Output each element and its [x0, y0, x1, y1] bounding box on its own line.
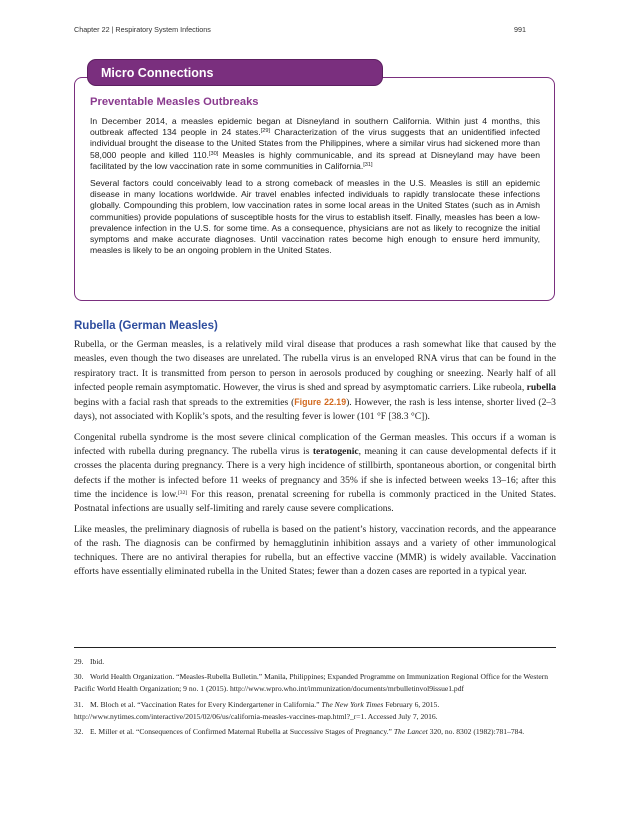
section-heading: Rubella (German Measles): [74, 320, 218, 332]
footnote: [74, 699, 556, 723]
body-text: Rubella, or the German measles, is a relatively mild viral disease that produces a rash somewhat like that caused by the measles, even though the two diseases are unrelated. The rubella virus is an enveloped RNA virus that can be found in the respiratory tract. It is transmitted from person to person in aerosols produced by coughing or sneezing. Nearly half of all infected people remain asymptomatic. However, the virus is shed and spread by asymptomatic carriers. Like rubeola,: [74, 339, 556, 393]
footnote-number: 31.: [74, 699, 84, 709]
footnote-text: 320, no. 8302 (1982):781–784.: [427, 727, 525, 737]
body-paragraph-3: Like measles, the preliminary diagnosis of rubella is based on the patient’s history, vaccination records, and the appearance of the rash. The diagnosis can be confirmed by hemagglutinin inhibition assays and a variety of other immunological techniques. There are no antiviral therapies for rubella, but an effective vaccine (MMR) is widely available. Vaccination efforts have essentially eliminated rubella in the United States; fewer than a dozen cases are reported in a typical year.: [74, 523, 556, 578]
footnote-number: 30.: [74, 672, 84, 682]
citation-29[interactable]: [29]: [260, 128, 271, 135]
chapter-title: Chapter 22 | Respiratory System Infections: [74, 25, 211, 34]
running-header: [74, 25, 526, 37]
footnote: [74, 656, 556, 668]
key-term-rubella: rubella: [526, 381, 556, 393]
body-text: , meaning it can cause developmental defects if it crosses the placenta during pregnancy. There is a very high incidence of stillbirth, spontaneous abortion, or congenital birth defects if the mother is infected before 11 weeks of pregnancy and 35% if she is infected between weeks 13–16; after this time the incidence is low.: [74, 446, 557, 500]
feature-paragraph-2: Several factors could conceivably lead to a strong comeback of measles in the U.S. Measles is still an epidemic disease in many locations worldwide. Air travel enables infected individuals to rapidly translocate these infections globally. Compounding this problem, low vaccination rates in some local areas in the United States (such as in Amish communities) provide populations of susceptible hosts for the virus to establish itself. Finally, measles has been a low-prevalence infection in the U.S. for some time. As a consequence, physicians are not as likely to recognize the initial symptoms and make accurate diagnoses. Until vaccination rates become high enough to ensure herd immunity, measles is likely to be an ongoing problem in the United States.: [90, 178, 540, 256]
micro-connections-tab: Micro Connections: [87, 59, 383, 86]
key-term-teratogenic: teratogenic: [312, 446, 359, 458]
body-paragraph-1: [74, 338, 556, 425]
footnote-source-title: The Lancet: [393, 727, 428, 737]
page-number: 991: [514, 25, 526, 34]
footnote-text: Ibid.: [90, 657, 105, 666]
citation-31[interactable]: [31]: [363, 161, 373, 168]
footnote-divider: [74, 647, 556, 648]
figure-link[interactable]: Figure 22.19: [294, 397, 347, 408]
footnote-text: February 6, 2015. http://www.nytimes.com/interactive/2015/02/06/us/california-measles-vaccines-map.html?_r=1. Accessed July 7, 2016.: [74, 699, 440, 721]
footnote-source-title: The New York Times: [321, 699, 384, 709]
body-text: For this reason, prenatal screening for rubella is commonly practiced in the United States. Postnatal infections are usually self-limiting and rarely cause severe complications.: [74, 488, 557, 515]
footnote-text: E. Miller et al. “Consequences of Confirmed Maternal Rubella at Successive Stages of Pregnancy.”: [90, 727, 394, 737]
footnotes: [74, 656, 556, 741]
citation-30[interactable]: [30]: [208, 150, 219, 157]
body-text: Congenital rubella syndrome is the most severe clinical complication of the German measles. This occurs if a woman is infected with rubella during pregnancy. The rubella virus is: [74, 431, 556, 458]
footnote: [74, 671, 556, 695]
body-paragraph-2: [74, 431, 556, 517]
feature-paragraph-1: [90, 116, 540, 172]
footnote: [74, 726, 556, 738]
feature-body: [90, 116, 540, 262]
feature-text: Characterization of the virus suggests that an unidentified infected individual brought the disease to the United States from the Philippines, where a similar virus had sickened more than 58,000 people and killed 110.: [90, 127, 540, 160]
body-text: ). However, the rash is less intense, shorter lived (2–3 days), not associated with Koplik’s spots, and the resulting fever is lower (101 °F [38.3 °C]).: [74, 397, 556, 423]
footnote-number: 29.: [74, 657, 84, 666]
body-text: begins with a facial rash that spreads to the extremities (: [74, 397, 295, 409]
footnote-text: M. Bloch et al. “Vaccination Rates for Every Kindergartener in California.”: [90, 699, 322, 709]
feature-title: Preventable Measles Outbreaks: [90, 96, 259, 108]
footnote-text: World Health Organization. “Measles-Rubella Bulletin.” Manila, Philippines; Expanded Programme on Immunization Regional Office for the Western Pacific World Health Organization; 9 no. 1 (2015). http://www.wpro.who.int/immunization/documents/mrbulletinvol9issue1.pdf: [74, 672, 549, 694]
citation-32[interactable]: [32]: [177, 489, 188, 496]
footnote-number: 32.: [74, 727, 84, 737]
section-body: [74, 338, 556, 586]
feature-text: Measles is highly communicable, and its spread at Disneyland may have been facilitated by the low vaccination rate in some communities in California.: [90, 149, 540, 171]
feature-text: In December 2014, a measles epidemic began at Disneyland in southern California. Within just 4 months, this outbreak affected 134 people in 24 states.: [90, 116, 540, 138]
